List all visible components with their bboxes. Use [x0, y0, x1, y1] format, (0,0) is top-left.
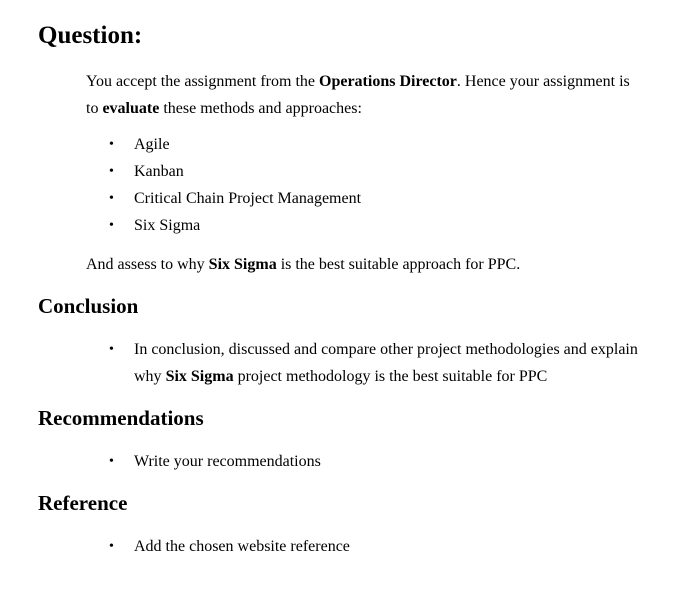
intro-text-2: . Hence your assignment is to [86, 73, 630, 117]
intro-bold-evaluate: evaluate [102, 100, 160, 117]
bullet-icon: • [109, 218, 114, 233]
assess-text-2: is the best suitable approach for PPC. [276, 256, 521, 273]
recommendations-heading: Recommendations [38, 406, 204, 430]
assess-text-1: And assess to why [86, 256, 209, 273]
list-item [109, 448, 321, 475]
bullet-icon: • [109, 539, 114, 554]
list-item [109, 336, 654, 390]
method-label: Agile [134, 136, 170, 153]
methods-list [109, 131, 361, 239]
intro-text-1: You accept the assignment from the [86, 73, 319, 90]
assignment-intro [86, 68, 646, 122]
reference-heading: Reference [38, 491, 128, 515]
bullet-icon: • [109, 454, 114, 469]
reference-list [109, 533, 350, 560]
bullet-icon: • [109, 164, 114, 179]
conclusion-bold-six-sigma: Six Sigma [165, 368, 234, 385]
list-item [109, 533, 350, 560]
list-item [109, 212, 361, 239]
method-label: Six Sigma [134, 217, 201, 234]
question-heading: Question: [38, 22, 143, 49]
method-label: Critical Chain Project Management [134, 190, 362, 207]
bullet-icon: • [109, 191, 114, 206]
method-label: Kanban [134, 163, 184, 180]
conclusion-text-2: project methodology is the best suitable for PPC [233, 368, 548, 385]
list-item [109, 185, 361, 212]
list-item [109, 158, 361, 185]
intro-text-3: these methods and approaches: [159, 100, 362, 117]
conclusion-text-1: In conclusion, discussed and compare other project methodologies and explain why [134, 341, 638, 385]
reference-label: Add the chosen website reference [134, 538, 350, 555]
assess-bold-six-sigma: Six Sigma [208, 256, 277, 273]
conclusion-list [109, 336, 654, 390]
intro-bold-operations-director: Operations Director [319, 73, 457, 90]
bullet-icon: • [109, 342, 114, 357]
recommendations-list [109, 448, 321, 475]
recommendation-label: Write your recommendations [134, 453, 321, 470]
conclusion-heading: Conclusion [38, 294, 139, 318]
assess-statement [86, 251, 646, 278]
bullet-icon: • [109, 137, 114, 152]
list-item [109, 131, 361, 158]
